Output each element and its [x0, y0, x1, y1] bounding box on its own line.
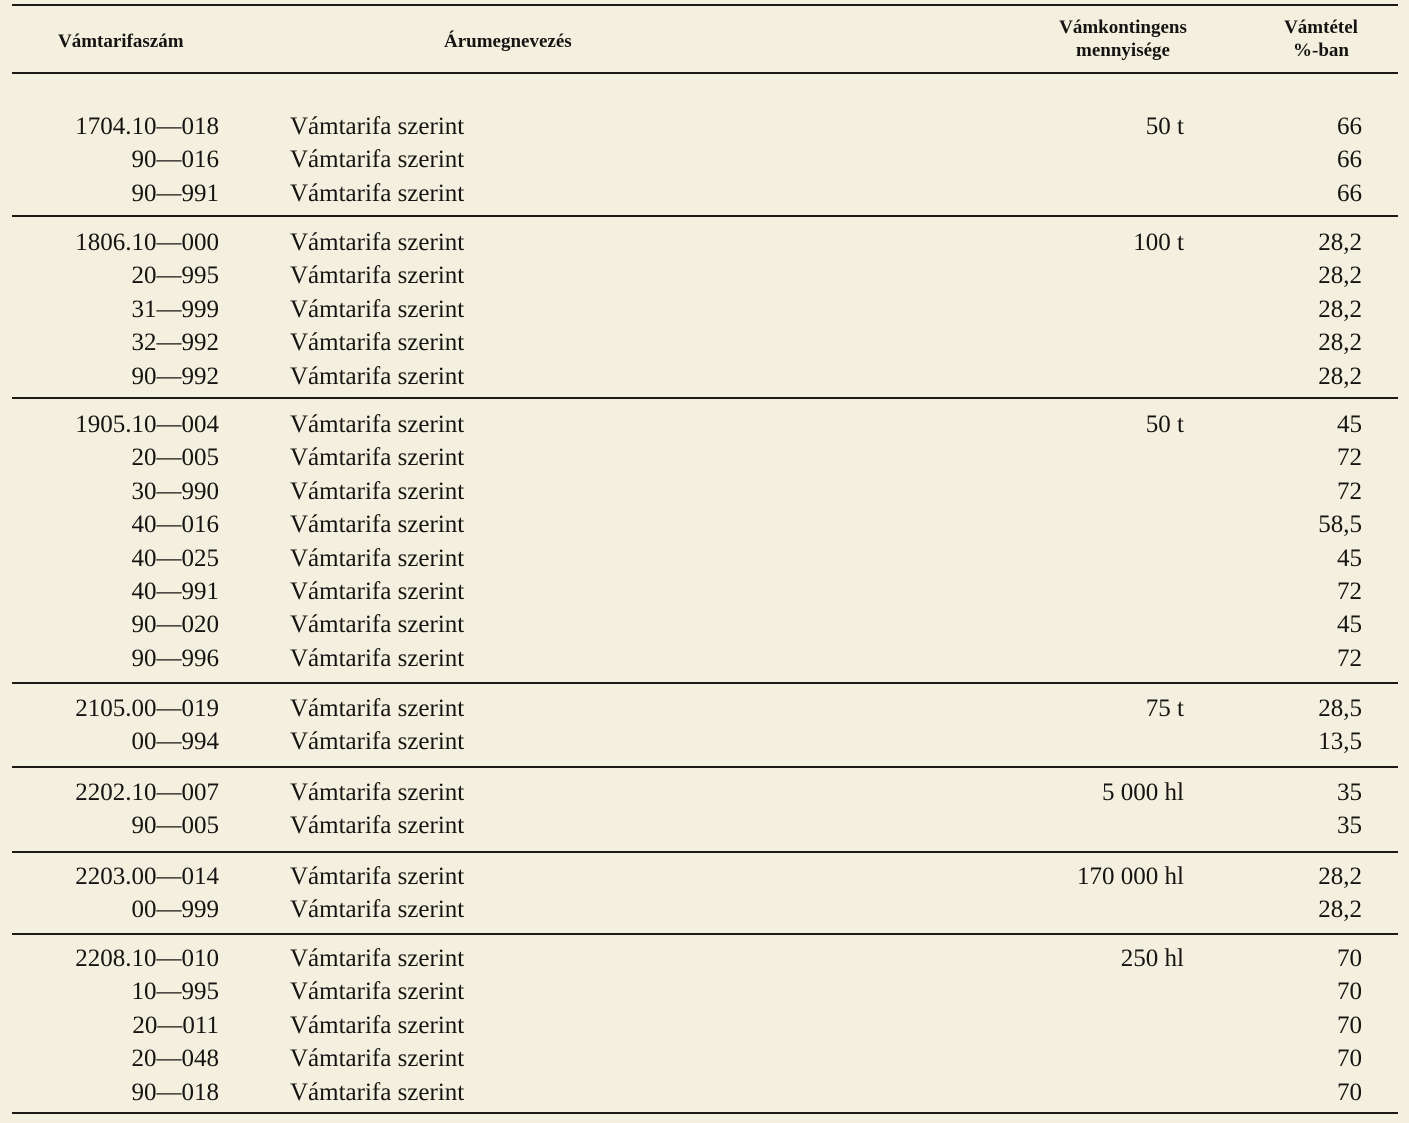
tariff-number-cell: 40—991	[131, 578, 219, 605]
header-goods-description: Árumegnevezés	[444, 31, 572, 52]
duty-rate-cell: 66	[1337, 179, 1362, 207]
duty-rate-cell: 45	[1337, 411, 1362, 438]
goods-description-cell: Vámtarifa szerint	[290, 329, 465, 357]
duty-rate-cell: 28,2	[1318, 229, 1362, 256]
table-row	[0, 293, 1409, 326]
tariff-number-cell: 00—994	[131, 728, 219, 756]
tariff-number-cell: 2203.00—014	[75, 863, 219, 890]
tariff-number-cell: 20—011	[132, 1011, 219, 1039]
quota-amount-cell: 50 t	[1145, 113, 1184, 140]
duty-rate-cell: 70	[1337, 1045, 1362, 1073]
header-duty-rate	[1266, 16, 1376, 62]
duty-rate-cell: 66	[1337, 113, 1362, 140]
table-row	[0, 725, 1409, 758]
tariff-number-cell: 90—005	[131, 812, 219, 840]
goods-description-cell: Vámtarifa szerint	[290, 611, 465, 639]
duty-rate-cell: 35	[1337, 812, 1362, 840]
tariff-number-cell: 1806.10—000	[75, 229, 219, 256]
table-row	[0, 441, 1409, 474]
duty-rate-cell: 45	[1337, 611, 1362, 639]
header-tariff-number: Vámtarifaszám	[58, 31, 184, 52]
duty-rate-cell: 58,5	[1318, 511, 1362, 539]
duty-rate-cell: 28,2	[1318, 863, 1362, 890]
tariff-number-cell: 90—991	[131, 179, 219, 207]
duty-rate-cell: 66	[1337, 146, 1362, 174]
header-rate-line1: Vámtétel	[1284, 17, 1358, 38]
header-rate-line2: %-ban	[1293, 40, 1349, 61]
table-row	[0, 692, 1409, 725]
quota-amount-cell: 50 t	[1145, 411, 1184, 438]
tariff-number-cell: 90—020	[131, 611, 219, 639]
group-separator-rule	[12, 215, 1398, 217]
table-row	[0, 226, 1409, 259]
header-quota-line2: mennyisége	[1076, 40, 1170, 61]
tariff-number-cell: 40—016	[131, 511, 219, 539]
table-row	[0, 1009, 1409, 1042]
group-separator-rule	[12, 851, 1398, 853]
goods-description-cell: Vámtarifa szerint	[290, 896, 465, 924]
tariff-number-cell: 31—999	[131, 295, 219, 323]
table-row	[0, 1076, 1409, 1109]
duty-rate-cell: 70	[1337, 945, 1362, 972]
tariff-number-cell: 20—048	[131, 1045, 219, 1073]
bottom-rule	[12, 1112, 1398, 1114]
table-row	[0, 508, 1409, 541]
tariff-number-cell: 10—995	[131, 978, 219, 1006]
goods-description-cell: Vámtarifa szerint	[290, 1045, 465, 1073]
table-row	[0, 575, 1409, 608]
tariff-number-cell: 2202.10—007	[75, 779, 219, 806]
duty-rate-cell: 28,2	[1318, 295, 1362, 323]
goods-description-cell: Vámtarifa szerint	[290, 295, 465, 323]
quota-amount-cell: 170 000 hl	[1077, 863, 1184, 890]
table-row	[0, 408, 1409, 441]
duty-rate-cell: 28,2	[1318, 362, 1362, 390]
goods-description-cell: Vámtarifa szerint	[290, 945, 465, 972]
tariff-number-cell: 2105.00—019	[75, 695, 219, 722]
table-row	[0, 143, 1409, 176]
table-row	[0, 326, 1409, 359]
tariff-number-cell: 90—992	[131, 362, 219, 390]
duty-rate-cell: 35	[1337, 779, 1362, 806]
tariff-number-cell: 40—025	[131, 544, 219, 572]
tariff-number-cell: 20—005	[131, 444, 219, 472]
tariff-number-cell: 00—999	[131, 896, 219, 924]
table-row	[0, 110, 1409, 143]
goods-description-cell: Vámtarifa szerint	[290, 362, 465, 390]
quota-amount-cell: 75 t	[1145, 695, 1184, 722]
header-rule	[12, 72, 1398, 74]
goods-description-cell: Vámtarifa szerint	[290, 978, 465, 1006]
table-row	[0, 776, 1409, 809]
goods-description-cell: Vámtarifa szerint	[290, 179, 465, 207]
tariff-number-cell: 2208.10—010	[75, 945, 219, 972]
goods-description-cell: Vámtarifa szerint	[290, 411, 465, 438]
tariff-number-cell: 32—992	[131, 329, 219, 357]
top-rule	[12, 4, 1398, 6]
goods-description-cell: Vámtarifa szerint	[290, 578, 465, 605]
goods-description-cell: Vámtarifa szerint	[290, 728, 465, 756]
table-row	[0, 177, 1409, 210]
quota-amount-cell: 100 t	[1133, 229, 1184, 256]
table-row	[0, 608, 1409, 641]
goods-description-cell: Vámtarifa szerint	[290, 1011, 465, 1039]
header-quota-line1: Vámkontingens	[1059, 17, 1187, 38]
group-separator-rule	[12, 397, 1398, 399]
goods-description-cell: Vámtarifa szerint	[290, 113, 465, 140]
goods-description-cell: Vámtarifa szerint	[290, 229, 465, 256]
goods-description-cell: Vámtarifa szerint	[290, 444, 465, 472]
group-separator-rule	[12, 933, 1398, 935]
goods-description-cell: Vámtarifa szerint	[290, 544, 465, 572]
duty-rate-cell: 72	[1337, 644, 1362, 672]
duty-rate-cell: 28,2	[1318, 329, 1362, 357]
goods-description-cell: Vámtarifa szerint	[290, 146, 465, 174]
duty-rate-cell: 72	[1337, 578, 1362, 605]
tariff-number-cell: 1704.10—018	[75, 113, 219, 140]
tariff-number-cell: 20—995	[131, 262, 219, 290]
header-quota-amount	[1040, 16, 1206, 62]
goods-description-cell: Vámtarifa szerint	[290, 695, 465, 722]
duty-rate-cell: 28,2	[1318, 896, 1362, 924]
goods-description-cell: Vámtarifa szerint	[290, 511, 465, 539]
tariff-number-cell: 1905.10—004	[75, 411, 219, 438]
quota-amount-cell: 5 000 hl	[1102, 779, 1184, 806]
table-row	[0, 542, 1409, 575]
table-row	[0, 475, 1409, 508]
duty-rate-cell: 72	[1337, 477, 1362, 505]
table-row	[0, 360, 1409, 393]
table-row	[0, 860, 1409, 893]
duty-rate-cell: 70	[1337, 1011, 1362, 1039]
goods-description-cell: Vámtarifa szerint	[290, 477, 465, 505]
duty-rate-cell: 72	[1337, 444, 1362, 472]
table-row	[0, 259, 1409, 292]
goods-description-cell: Vámtarifa szerint	[290, 262, 465, 290]
goods-description-cell: Vámtarifa szerint	[290, 1078, 465, 1106]
duty-rate-cell: 45	[1337, 544, 1362, 572]
goods-description-cell: Vámtarifa szerint	[290, 779, 465, 806]
group-separator-rule	[12, 766, 1398, 768]
duty-rate-cell: 70	[1337, 1078, 1362, 1106]
tariff-number-cell: 30—990	[131, 477, 219, 505]
tariff-number-cell: 90—016	[131, 146, 219, 174]
table-row	[0, 809, 1409, 842]
table-row	[0, 893, 1409, 926]
duty-rate-cell: 70	[1337, 978, 1362, 1006]
group-separator-rule	[12, 682, 1398, 684]
table-row	[0, 1042, 1409, 1075]
table-row	[0, 642, 1409, 675]
tariff-number-cell: 90—996	[131, 644, 219, 672]
goods-description-cell: Vámtarifa szerint	[290, 812, 465, 840]
table-row	[0, 942, 1409, 975]
quota-amount-cell: 250 hl	[1120, 945, 1184, 972]
duty-rate-cell: 13,5	[1318, 728, 1362, 756]
table-row	[0, 975, 1409, 1008]
goods-description-cell: Vámtarifa szerint	[290, 644, 465, 672]
tariff-number-cell: 90—018	[131, 1078, 219, 1106]
duty-rate-cell: 28,2	[1318, 262, 1362, 290]
goods-description-cell: Vámtarifa szerint	[290, 863, 465, 890]
duty-rate-cell: 28,5	[1318, 695, 1362, 722]
